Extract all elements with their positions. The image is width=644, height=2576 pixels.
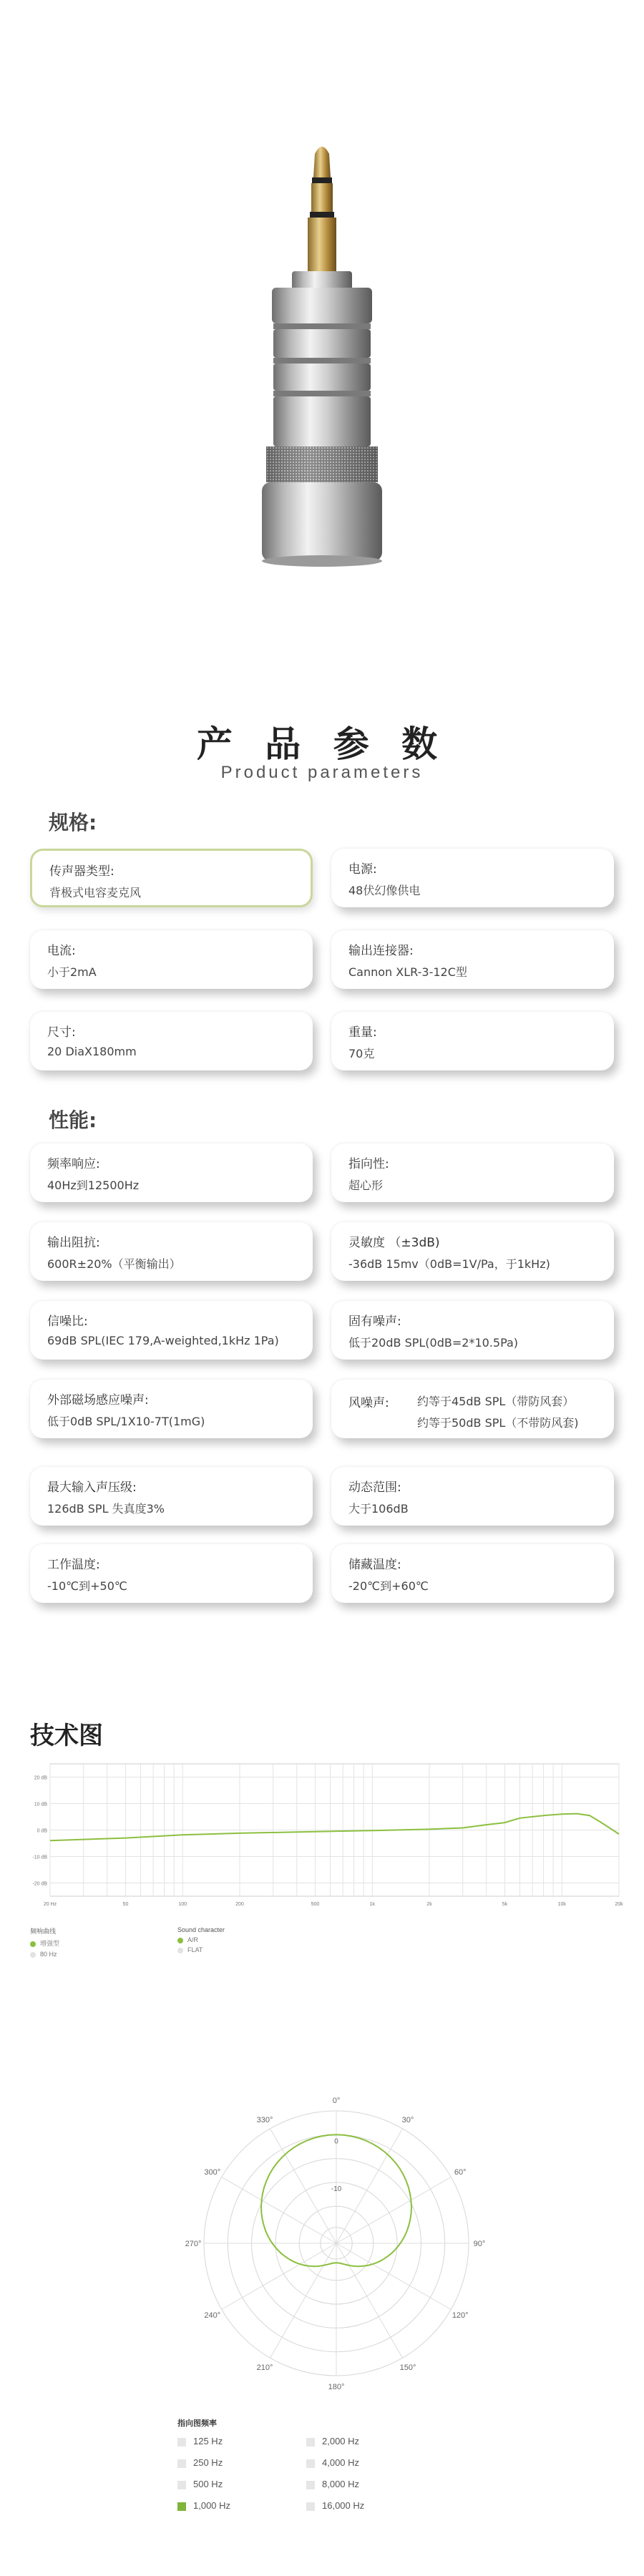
perf-key: 输出阻抗:: [47, 1236, 100, 1250]
polar-freq-label: 1,000 Hz: [193, 2500, 231, 2511]
x-tick-label: 500: [311, 1902, 320, 1907]
perf-value: 低于20dB SPL(0dB=2*10.5Pa): [348, 1336, 519, 1350]
perf-card-wind-noise: [331, 1380, 614, 1438]
perf-card-frequency: [30, 1143, 313, 1202]
polar-freq-option[interactable]: [177, 2436, 223, 2446]
spec-value: 48伏幻像供电: [348, 884, 421, 897]
y-tick-label: 10 dB: [34, 1802, 47, 1807]
spec-value: 背极式电容麦克风: [49, 886, 142, 899]
spec-value: 小于2mA: [47, 965, 97, 979]
spec-key: 传声器类型:: [49, 864, 114, 879]
perf-card-storage-temp: [331, 1544, 614, 1603]
x-tick-label: 10k: [557, 1902, 566, 1907]
spec-card-mic-type: [30, 849, 313, 907]
perf-card-magnetic-noise: [30, 1380, 313, 1438]
checkbox-icon: [306, 2481, 315, 2489]
spec-key: 尺寸:: [47, 1025, 76, 1040]
spec-card-connector: [331, 930, 614, 989]
x-tick-label: 2k: [426, 1902, 432, 1907]
polar-angle-label: 0°: [332, 2097, 341, 2105]
page-subtitle: Product parameters: [220, 763, 424, 782]
y-tick-label: 0 dB: [36, 1828, 47, 1834]
perf-key: 风噪声:: [348, 1396, 389, 1410]
polar-freq-label: 16,000 Hz: [322, 2500, 365, 2511]
perf-key: 工作温度:: [47, 1558, 100, 1572]
polar-angle-label: 270°: [185, 2240, 202, 2248]
polar-angle-label: 150°: [399, 2363, 416, 2373]
polar-radius-label: -10: [331, 2185, 342, 2193]
radio-selected-icon: [177, 1938, 183, 1943]
spec-value: 20 DiaX180mm: [47, 1045, 137, 1058]
perf-value-with-windscreen: 约等于45dB SPL（带防风套）: [417, 1395, 575, 1408]
polar-freq-option[interactable]: [306, 2436, 359, 2446]
perf-value: 40Hz到12500Hz: [47, 1179, 140, 1192]
perf-card-directivity: [331, 1143, 614, 1202]
spec-value: Cannon XLR-3-12C型: [348, 965, 467, 979]
polar-freq-label: 500 Hz: [193, 2479, 223, 2489]
perf-value: -36dB 15mv（0dB=1V/Pa，于1kHz): [348, 1257, 550, 1271]
specs-heading: 规格:: [49, 811, 97, 834]
perf-card-max-spl: [30, 1467, 313, 1526]
polar-pattern-chart: [179, 2089, 494, 2404]
polar-angle-label: 60°: [454, 2168, 467, 2177]
checkbox-icon: [177, 2502, 186, 2511]
perf-key: 灵敏度 （±3dB): [348, 1236, 440, 1250]
polar-freq-label: 4,000 Hz: [322, 2457, 360, 2468]
perf-card-snr: [30, 1301, 313, 1360]
perf-key: 信噪比:: [47, 1314, 88, 1329]
spec-key: 电源:: [348, 862, 377, 877]
polar-freq-label: 250 Hz: [193, 2457, 223, 2468]
polar-freq-label: 8,000 Hz: [322, 2479, 360, 2489]
checkbox-icon: [177, 2459, 186, 2468]
polar-freq-option[interactable]: [177, 2500, 230, 2511]
perf-card-self-noise: [331, 1301, 614, 1360]
page-title: 产 品 参 数: [196, 723, 448, 765]
x-tick-label: 20 Hz: [43, 1902, 57, 1907]
perf-card-sensitivity: [331, 1222, 614, 1281]
polar-angle-label: 300°: [204, 2168, 221, 2177]
y-tick-label: -20 dB: [32, 1881, 47, 1887]
spec-card-current: [30, 930, 313, 989]
legend-item[interactable]: 增强型: [30, 1938, 173, 1948]
x-tick-label: 1k: [369, 1902, 375, 1907]
checkbox-icon: [177, 2438, 186, 2446]
polar-freq-option[interactable]: [177, 2479, 223, 2489]
frequency-response-chart: [21, 1757, 626, 1921]
x-tick-label: 100: [178, 1902, 187, 1907]
polar-freq-option[interactable]: [306, 2457, 359, 2468]
y-tick-label: 20 dB: [34, 1775, 47, 1781]
spec-card-size: [30, 1012, 313, 1070]
perf-value: 大于106dB: [348, 1502, 409, 1516]
perf-key: 储藏温度:: [348, 1558, 401, 1572]
legend-heading: 频响曲线: [30, 1928, 57, 1935]
perf-key: 动态范围:: [348, 1480, 401, 1495]
checkbox-icon: [306, 2459, 315, 2468]
perf-card-dynamic-range: [331, 1467, 614, 1526]
polar-freq-label: 2,000 Hz: [322, 2436, 360, 2446]
polar-angle-label: 180°: [328, 2383, 345, 2391]
checkbox-icon: [177, 2481, 186, 2489]
polar-angle-label: 30°: [401, 2115, 414, 2124]
spec-card-weight: [331, 1012, 614, 1070]
perf-value: 126dB SPL 失真度3%: [47, 1502, 165, 1516]
checkbox-icon: [306, 2502, 315, 2511]
perf-key: 指向性:: [348, 1157, 389, 1171]
x-tick-label: 50: [122, 1902, 129, 1907]
perf-value: 低于0dB SPL/1X10-7T(1mG): [47, 1415, 205, 1428]
performance-heading: 性能:: [49, 1108, 97, 1132]
perf-key: 固有噪声:: [348, 1314, 401, 1329]
spec-key: 输出连接器:: [348, 944, 414, 958]
x-tick-label: 200: [235, 1902, 244, 1907]
x-tick-label: 5k: [502, 1902, 508, 1907]
microphone-product-image: [0, 0, 644, 687]
tech-title: 技术图: [30, 1722, 103, 1750]
legend-item[interactable]: A/R: [177, 1936, 321, 1943]
polar-angle-label: 240°: [204, 2311, 221, 2320]
polar-freq-option[interactable]: [306, 2500, 364, 2511]
polar-freq-label: 125 Hz: [193, 2436, 223, 2446]
checkbox-icon: [306, 2438, 315, 2446]
radio-icon: [177, 1948, 183, 1953]
legend-item[interactable]: FLAT: [177, 1946, 321, 1953]
polar-radius-label: 0: [334, 2137, 338, 2146]
perf-card-operating-temp: [30, 1544, 313, 1603]
y-tick-label: -10 dB: [32, 1855, 47, 1860]
perf-value-without-windscreen: 约等于50dB SPL（不带防风套): [417, 1416, 579, 1430]
polar-freq-option[interactable]: [306, 2479, 359, 2489]
perf-card-impedance: [30, 1222, 313, 1281]
polar-angle-label: 210°: [256, 2363, 273, 2373]
perf-value: 超心形: [348, 1179, 384, 1192]
spec-card-power: [331, 849, 614, 907]
spec-key: 重量:: [348, 1025, 377, 1040]
perf-key: 频率响应:: [47, 1157, 100, 1171]
legend-item[interactable]: 80 Hz: [30, 1951, 173, 1958]
x-tick-label: 20k: [615, 1902, 623, 1907]
perf-value: -20℃到+60℃: [348, 1579, 429, 1593]
radio-selected-icon: [30, 1941, 36, 1947]
polar-angle-label: 120°: [452, 2311, 469, 2320]
spec-key: 电流:: [47, 944, 76, 958]
spec-value: 70克: [348, 1047, 375, 1060]
perf-value: -10℃到+50℃: [47, 1579, 127, 1593]
polar-angle-label: 90°: [473, 2240, 486, 2248]
perf-value: 600R±20%（平衡输出）: [47, 1257, 181, 1271]
perf-key: 外部磁场感应噪声:: [47, 1393, 149, 1407]
radio-icon: [30, 1952, 36, 1958]
sound-character-legend: [177, 1926, 321, 1953]
perf-value: 69dB SPL(IEC 179,A-weighted,1kHz 1Pa): [47, 1334, 279, 1347]
polar-angle-label: 330°: [256, 2115, 273, 2124]
legend-heading: Sound character: [177, 1926, 225, 1933]
perf-key: 最大输入声压级:: [47, 1480, 137, 1495]
freq-legend: [30, 1926, 173, 1958]
polar-freq-option[interactable]: [177, 2457, 223, 2468]
polar-freq-heading: 指向图频率: [177, 2419, 217, 2428]
